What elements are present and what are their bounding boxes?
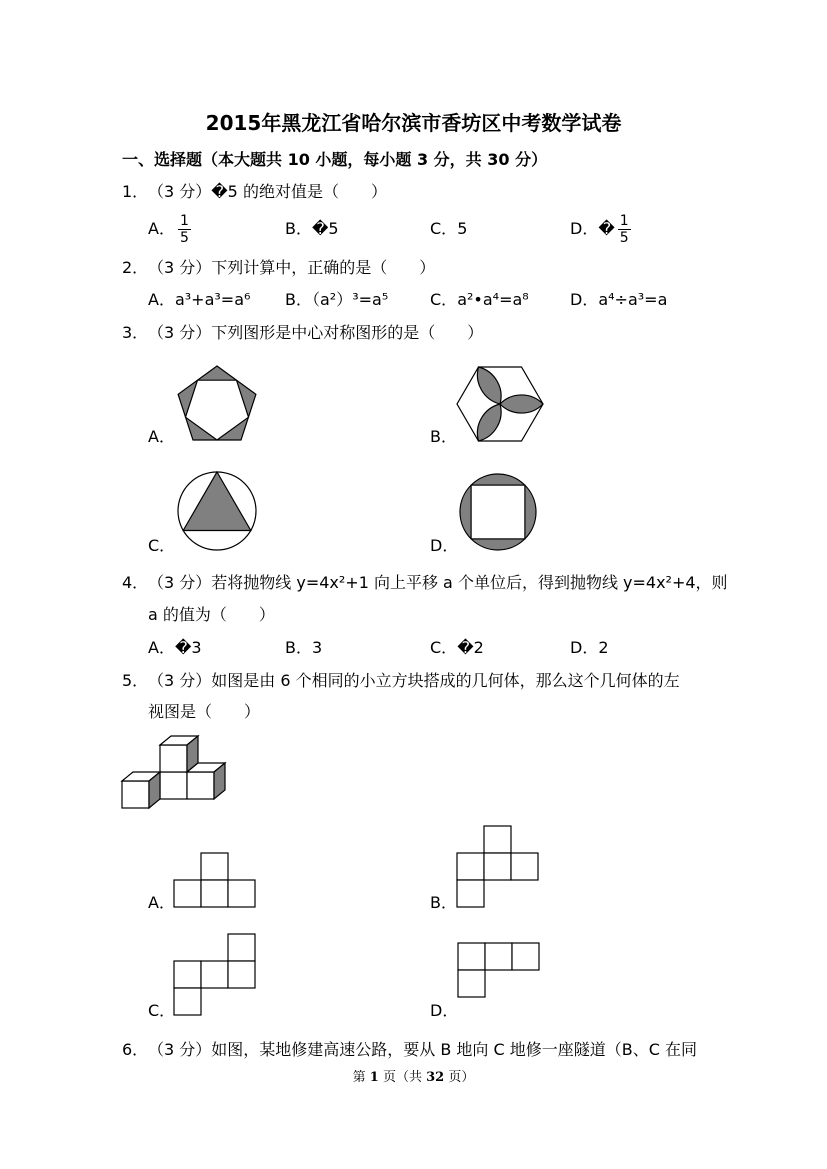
footer-suffix: 页）: [444, 1070, 475, 1085]
option-label: D．: [570, 219, 599, 238]
question-3-option-a-label: A．: [148, 427, 175, 446]
question-4-stem-line-1: （3 分）若将抛物线 y=4x²+1 向上平移 a 个单位后，得到抛物线 y=4x²+4，则: [148, 573, 728, 592]
square: [201, 853, 228, 880]
question-3-number: 3．: [122, 323, 149, 342]
question-2-option-c: [430, 290, 529, 310]
square: [201, 961, 228, 988]
cube-right-front: [187, 772, 214, 799]
square: [458, 970, 485, 997]
question-5-option-c-label: C．: [148, 1001, 176, 1020]
q5-option-d-view-figure: [458, 943, 539, 997]
fraction-denominator: 5: [619, 229, 629, 246]
q5-option-c-view-figure: [174, 934, 255, 1015]
q5-option-b-view-figure: [457, 826, 538, 907]
question-4-stem-line-2: a 的值为（ ）: [148, 605, 275, 624]
cube-left-front: [122, 781, 149, 808]
fraction: [178, 213, 191, 246]
question-6-stem: （3 分）如图，某地修建高速公路，要从 B 地向 C 地修一座隧道（B、C 在同: [148, 1040, 697, 1059]
option-label: A．: [148, 219, 175, 238]
option-text: （a²）³=a⁵: [311, 290, 389, 309]
option-label: D．: [570, 638, 599, 657]
square: [174, 880, 201, 907]
option-text: �2: [457, 638, 484, 657]
question-3-option-b-label: B．: [430, 427, 457, 446]
fraction-denominator: 5: [179, 229, 189, 246]
square: [228, 961, 255, 988]
cube-middle-top-front: [160, 745, 187, 772]
square: [174, 988, 201, 1015]
option-label: A．: [148, 638, 175, 657]
page-footer: [0, 1069, 827, 1087]
square: [457, 853, 484, 880]
question-2-option-d: [570, 290, 667, 310]
square: [484, 853, 511, 880]
option-label: C．: [430, 290, 458, 309]
question-5-stem-line-2: 视图是（ ）: [148, 702, 261, 721]
question-4-number: 4．: [122, 573, 149, 592]
fraction: [618, 213, 631, 246]
option-label: D．: [570, 290, 599, 309]
q3-option-b-hexagon-figure: [457, 367, 543, 441]
option-label: B．: [285, 290, 312, 309]
option-label: C．: [430, 638, 458, 657]
q5-cube-solid-figure: [122, 736, 225, 808]
question-5-option-b-label: B．: [430, 893, 457, 912]
square: [174, 961, 201, 988]
square: [484, 826, 511, 853]
cube-middle-bottom-front: [160, 772, 187, 799]
option-text: �: [598, 219, 615, 238]
option-text: 5: [457, 219, 468, 238]
question-2-option-a: [148, 290, 250, 310]
footer-total-pages: 32: [426, 1070, 445, 1085]
option-text: a³+a³=a⁶: [174, 290, 251, 309]
question-3-option-c-label: C．: [148, 536, 176, 555]
question-4-option-b: [285, 638, 322, 658]
option-label: B．: [285, 219, 312, 238]
question-4-option-a: [148, 638, 202, 658]
option-text: 3: [311, 638, 323, 657]
square: [457, 880, 484, 907]
q3-option-a-pentagon-figure: [178, 366, 256, 440]
question-4-option-d: [570, 638, 609, 658]
square: [485, 943, 512, 970]
option-label: C．: [430, 219, 458, 238]
question-5-number: 5．: [122, 671, 149, 690]
question-3-stem: （3 分）下列图形是中心对称图形的是（ ）: [148, 323, 484, 342]
question-5-stem-line-1: （3 分）如图是由 6 个相同的小立方块搭成的几何体，那么这个几何体的左: [148, 671, 680, 690]
exam-title: 2015年黑龙江省哈尔滨市香坊区中考数学试卷: [205, 111, 622, 135]
square: [201, 880, 228, 907]
footer-prefix: 第: [352, 1070, 370, 1085]
question-5-option-d-label: D．: [430, 1001, 459, 1020]
fraction-numerator: 1: [619, 212, 629, 229]
section-header: 一、选择题（本大题共 10 小题，每小题 3 分，共 30 分）: [122, 150, 548, 169]
question-1-option-a: [148, 212, 191, 246]
option-label: B．: [285, 638, 312, 657]
option-text: a⁴÷a³=a: [598, 290, 668, 309]
square: [458, 943, 485, 970]
fraction-numerator: 1: [179, 212, 189, 229]
question-2-stem: （3 分）下列计算中，正确的是（ ）: [148, 258, 436, 277]
question-1-number: 1．: [122, 182, 149, 201]
question-1-option-c: [430, 212, 467, 246]
question-5-option-a-label: A．: [148, 893, 175, 912]
footer-page-number: 1: [369, 1070, 379, 1085]
option-text: 2: [598, 638, 609, 657]
footer-middle: 页（共: [378, 1070, 427, 1085]
q5-option-a-view-figure: [174, 853, 255, 907]
question-2-option-b: [285, 290, 388, 310]
question-4-option-c: [430, 638, 484, 658]
option-text: a²•a⁴=a⁸: [457, 290, 529, 309]
question-1-option-d: [570, 212, 631, 246]
question-1-stem: （3 分）�5 的绝对值是（ ）: [148, 182, 387, 201]
q3-option-d-circle-square-figure: [460, 474, 536, 550]
q3-option-c-circle-triangle-figure: [178, 472, 256, 550]
question-2-number: 2．: [122, 258, 149, 277]
square: [228, 934, 255, 961]
square: [512, 943, 539, 970]
option-text: �3: [174, 638, 202, 657]
square: [511, 853, 538, 880]
option-label: A．: [148, 290, 175, 309]
option-text: �5: [311, 219, 339, 238]
question-6-number: 6．: [122, 1040, 149, 1059]
question-3-option-d-label: D．: [430, 536, 459, 555]
question-1-option-b: [285, 212, 339, 246]
inscribed-square: [471, 485, 525, 539]
square: [228, 880, 255, 907]
